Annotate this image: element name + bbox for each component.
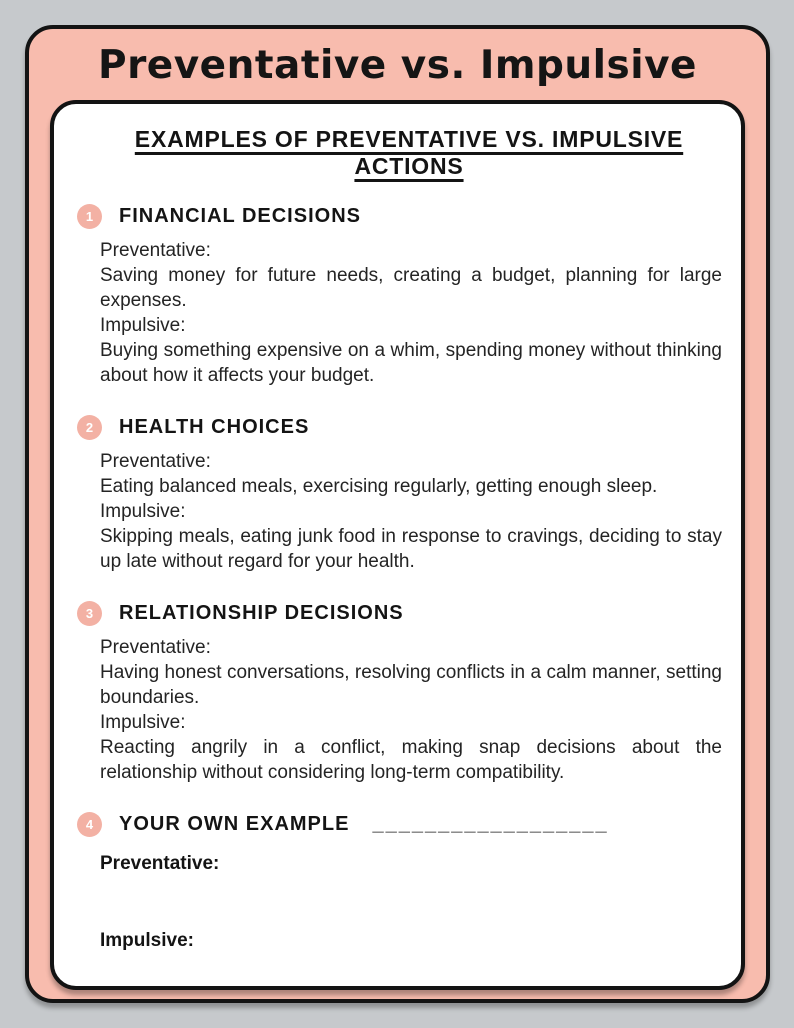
section-title: FINANCIAL DECISIONS <box>119 205 361 227</box>
preventative-text: Having honest conversations, resolving conflicts in a calm manner, setting boundaries. <box>100 662 722 708</box>
page-title: Preventative vs. Impulsive <box>97 43 697 88</box>
section-body <box>100 238 722 388</box>
content-panel <box>50 100 745 990</box>
fill-in-blank-line: __________________ <box>372 813 609 835</box>
impulsive-label: Impulsive: <box>100 315 186 336</box>
preventative-label: Preventative: <box>100 240 211 261</box>
impulsive-label: Impulsive: <box>100 501 186 522</box>
section-header <box>77 601 718 626</box>
section-number-badge: 4 <box>77 812 102 837</box>
preventative-label: Preventative: <box>100 637 211 658</box>
preventative-text: Saving money for future needs, creating a budget, planning for large expenses. <box>100 265 722 311</box>
impulsive-text: Reacting angrily in a conflict, making snap decisions about the relationship without considering long-term compatibility. <box>100 737 722 783</box>
preventative-text: Eating balanced meals, exercising regularly, getting enough sleep. <box>100 476 658 497</box>
section-title: RELATIONSHIP DECISIONS <box>119 602 404 624</box>
impulsive-label: Impulsive: <box>100 712 186 733</box>
section-health-choices <box>85 415 722 574</box>
section-relationship-decisions <box>85 601 722 785</box>
impulsive-text: Skipping meals, eating junk food in response to cravings, deciding to stay up late without regard for your health. <box>100 526 722 572</box>
worksheet-heading: EXAMPLES OF PREVENTATIVE VS. IMPULSIVE ACTIONS <box>134 126 684 179</box>
impulsive-label: Impulsive: <box>100 930 194 951</box>
section-your-own-example <box>85 812 718 953</box>
preventative-label: Preventative: <box>100 451 211 472</box>
section-number-badge: 2 <box>77 415 102 440</box>
section-header <box>77 415 718 440</box>
section-number-badge: 1 <box>77 204 102 229</box>
section-header <box>77 812 718 837</box>
preventative-label: Preventative: <box>100 853 220 874</box>
worksheet-card <box>25 25 770 1003</box>
preventative-answer-space <box>100 876 718 928</box>
section-header <box>77 204 718 229</box>
section-title: HEALTH CHOICES <box>119 416 310 438</box>
section-title: YOUR OWN EXAMPLE <box>119 813 350 835</box>
section-number-badge: 3 <box>77 601 102 626</box>
impulsive-text: Buying something expensive on a whim, spending money without thinking about how it affects your budget. <box>100 340 722 386</box>
section-financial-decisions <box>85 204 722 388</box>
section-body <box>100 449 722 574</box>
section-body <box>100 635 722 785</box>
